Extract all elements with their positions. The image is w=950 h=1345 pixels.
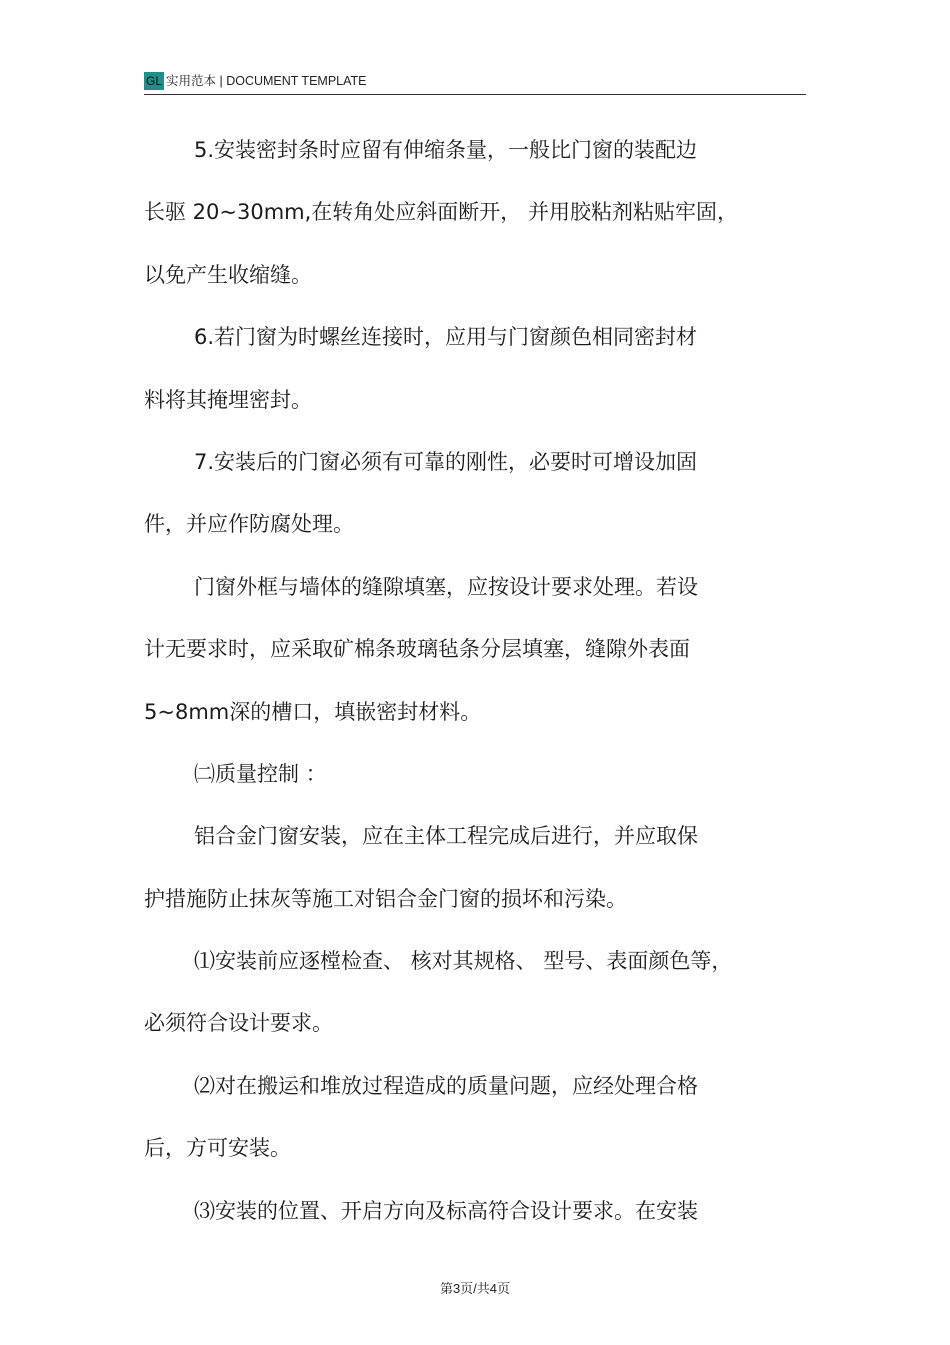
text-line: [144, 1128, 784, 1190]
text-line: [144, 130, 784, 192]
text-line: [144, 317, 784, 379]
header-title: 实用范本 | DOCUMENT TEMPLATE: [166, 74, 367, 88]
line-text: 料将其掩埋密封。: [144, 387, 312, 412]
text-line: [144, 255, 784, 317]
line-text: 6.若门窗为时螺丝连接时，应用与门窗颜色相同密封材: [194, 325, 698, 350]
line-text: 护措施防止抹灰等施工对铝合金门窗的损坏和污染。: [144, 886, 627, 911]
page-number: 第3页/共4页: [439, 1281, 511, 1296]
text-line: [144, 442, 784, 504]
document-header: [144, 70, 806, 95]
line-text: 5~8mm深的槽口，填嵌密封材料。: [144, 699, 482, 724]
text-line: [144, 941, 784, 1003]
line-text: ㈡质量控制 ：: [194, 761, 327, 786]
text-line: [144, 629, 784, 691]
text-line: [144, 754, 784, 816]
line-text: ⑴安装前应逐樘检查、 核对其规格、 型号、表面颜色等，: [194, 949, 733, 974]
text-line: [144, 1003, 784, 1065]
line-text: 必须符合设计要求。: [144, 1011, 333, 1036]
text-line: [144, 567, 784, 629]
text-line: [144, 879, 784, 941]
line-text: 铝合金门窗安装，应在主体工程完成后进行，并应取保: [194, 824, 698, 849]
line-text: 后，方可安装。: [144, 1136, 291, 1161]
text-line: [144, 1191, 784, 1253]
text-line: [144, 816, 784, 878]
line-text: 门窗外框与墙体的缝隙填塞，应按设计要求处理。若设: [194, 574, 698, 599]
text-line: [144, 380, 784, 442]
text-line: [144, 504, 784, 566]
text-line: [144, 1066, 784, 1128]
line-text: 计无要求时，应采取矿棉条玻璃毡条分层填塞，缝隙外表面: [144, 637, 690, 662]
line-text: 以免产生收缩缝。: [144, 262, 312, 287]
line-text: ⑵对在搬运和堆放过程造成的质量问题，应经处理合格: [194, 1073, 698, 1098]
line-text: 5.安装密封条时应留有伸缩条量，一般比门窗的装配边: [194, 138, 698, 162]
document-body: [144, 130, 784, 1253]
text-line: [144, 692, 784, 754]
line-text: 长驱 20~30mm,在转角处应斜面断开， 并用胶粘剂粘贴牢固，: [144, 200, 738, 225]
line-text: 件，并应作防腐处理。: [144, 512, 354, 537]
line-text: 7.安装后的门窗必须有可靠的刚性，必要时可增设加固: [194, 449, 698, 474]
gl-logo-icon: GL: [145, 74, 162, 88]
line-text: ⑶安装的位置、开启方向及标高符合设计要求。在安装: [194, 1198, 698, 1223]
text-line: [144, 192, 784, 254]
